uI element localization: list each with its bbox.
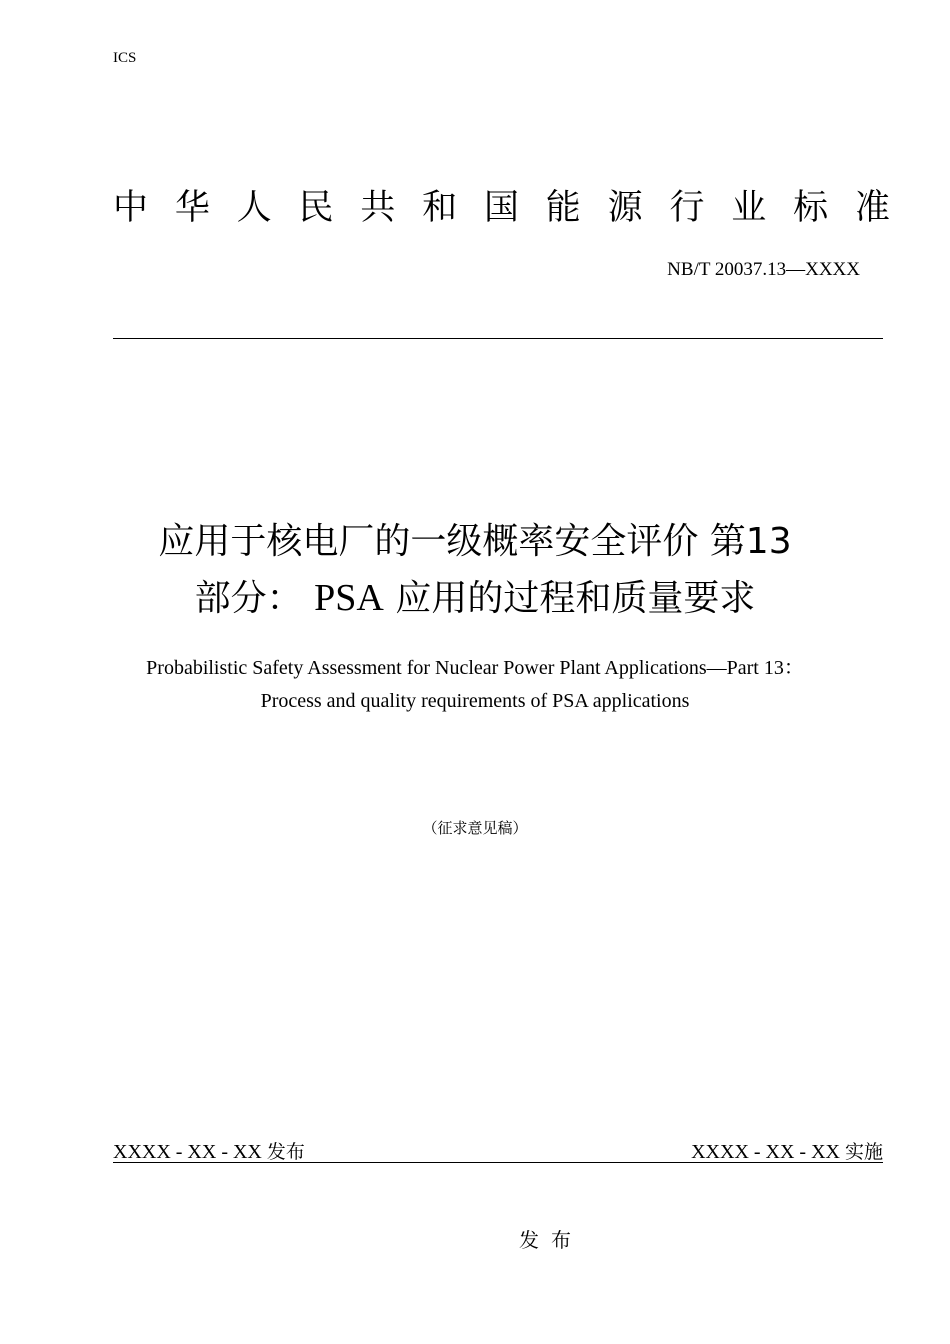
standard-heading-char: 源 xyxy=(607,188,643,228)
title-english-line1: Probabilistic Safety Assessment for Nuclear Power Plant Applications—Part 13： xyxy=(146,657,804,679)
publish-date: XXXX - XX - XX xyxy=(113,1141,262,1163)
title-chinese xyxy=(60,514,890,627)
publisher-label: 发布 xyxy=(519,1228,583,1252)
standard-heading-char: 准 xyxy=(854,188,890,228)
title-chinese-line1: 应用于核电厂的一级概率安全评价 第13 xyxy=(158,521,792,562)
standard-heading-char: 行 xyxy=(669,188,705,228)
title-english-line2: Process and quality requirements of PSA applications xyxy=(260,690,690,712)
publish-label: 发布 xyxy=(266,1141,305,1163)
ics-label: ICS xyxy=(113,50,137,66)
standard-code: NB/T 20037.13—XXXX xyxy=(667,259,860,280)
implement-date: XXXX - XX - XX xyxy=(691,1141,840,1163)
title-english xyxy=(40,652,910,718)
title-chinese-line2-suffix: 应用的过程和质量要求 xyxy=(395,578,756,619)
bottom-divider xyxy=(113,1162,883,1163)
draft-status-note: （征求意见稿） xyxy=(422,819,528,837)
standard-heading-char: 华 xyxy=(174,188,210,228)
title-chinese-line2-prefix: 部分： xyxy=(194,578,303,619)
implement-date-block xyxy=(691,1137,883,1164)
standard-heading xyxy=(113,183,890,233)
implement-label: 实施 xyxy=(844,1141,883,1163)
standard-heading-char: 中 xyxy=(113,188,149,228)
standard-heading-char: 能 xyxy=(545,188,581,228)
top-divider xyxy=(113,338,883,339)
standard-heading-char: 共 xyxy=(360,188,396,228)
standard-heading-char: 国 xyxy=(483,188,519,228)
standard-heading-char: 业 xyxy=(731,188,767,228)
standard-heading-char: 和 xyxy=(422,188,458,228)
publish-date-block xyxy=(113,1137,305,1164)
date-row xyxy=(113,1137,883,1164)
standard-heading-char: 标 xyxy=(793,188,829,228)
standard-heading-char: 人 xyxy=(236,188,272,228)
title-chinese-line2-latin: PSA xyxy=(314,577,384,619)
title-chinese-line2 xyxy=(60,570,890,627)
standard-heading-char: 民 xyxy=(298,188,334,228)
